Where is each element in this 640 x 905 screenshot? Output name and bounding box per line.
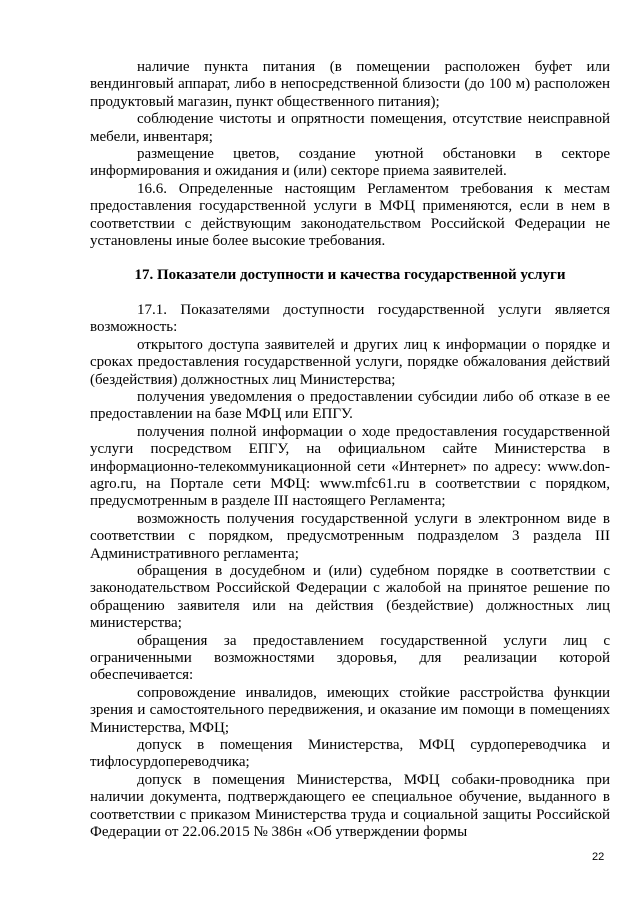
spacer — [90, 285, 610, 302]
paragraph: обращения в досудебном и (или) судебном порядке в соответствии с законодательством Российской Федерации с жалобой на принятое решение по обращению заявителя или на действия (бездействие) должностных лиц министерства; — [90, 562, 610, 632]
paragraph: наличие пункта питания (в помещении расположен буфет или вендинговый аппарат, либо в непосредственной близости (до 100 м) расположен продуктовый магазин, пункт общественного питания); — [90, 59, 610, 110]
page-number: 22 — [592, 851, 605, 863]
paragraph: размещение цветов, создание уютной обстановки в секторе информирования и ожидания и (или) секторе приема заявителей. — [90, 146, 610, 180]
paragraph: возможность получения государственной услуги в электронном виде в соответствии с порядком, предусмотренным подразделом 3 раздела III Административного регламента; — [90, 510, 610, 562]
paragraph: обращения за предоставлением государственной услуги лиц с ограниченными возможностями здоровья, для реализации которой обеспечивается: — [90, 632, 610, 684]
document-page — [90, 59, 610, 841]
paragraph: 17.1. Показателями доступности государственной услуги является возможность: — [90, 301, 610, 336]
spacer — [90, 250, 610, 267]
paragraph: соблюдение чистоты и опрятности помещения, отсутствие неисправной мебели, инвентаря; — [90, 111, 610, 145]
paragraph: получения уведомления о предоставлении субсидии либо об отказе в ее предоставлении на базе МФЦ или ЕПГУ. — [90, 388, 610, 423]
paragraph: допуск в помещения Министерства, МФЦ сурдопереводчика и тифлосурдопереводчика; — [90, 737, 610, 771]
paragraph: получения полной информации о ходе предоставления государственной услуги посредством ЕПГУ, на официальном сайте Министерства в информационно-телекоммуникационной сети «Интернет» по адресу: www.don-agro.ru, на Портале сети МФЦ: www.mfc61.ru в соответствии с порядком, предусмотренным в разделе III настоящего Регламента; — [90, 423, 610, 510]
paragraph: сопровождение инвалидов, имеющих стойкие расстройства функции зрения и самостоятельного передвижения, и оказание им помощи в помещениях Министерства, МФЦ; — [90, 684, 610, 736]
paragraph: 16.6. Определенные настоящим Регламентом требования к местам предоставления государственной услуги в МФЦ применяются, если в нем в соответствии с действующим законодательством Российской Федерации не установлены иные более высокие требования. — [90, 180, 610, 250]
section-heading: 17. Показатели доступности и качества государственной услуги — [134, 267, 566, 284]
paragraph: допуск в помещения Министерства, МФЦ собаки-проводника при наличии документа, подтверждающего ее специальное обучение, выданного в соответствии с приказом Министерства труда и социальной защиты Российской Федерации от 22.06.2015 № 386н «Об утверждении формы — [90, 771, 610, 841]
paragraph: открытого доступа заявителей и других лиц к информации о порядке и сроках предоставления государственной услуги, порядке обжалования действий (бездействия) должностных лиц Министерства; — [90, 336, 610, 388]
